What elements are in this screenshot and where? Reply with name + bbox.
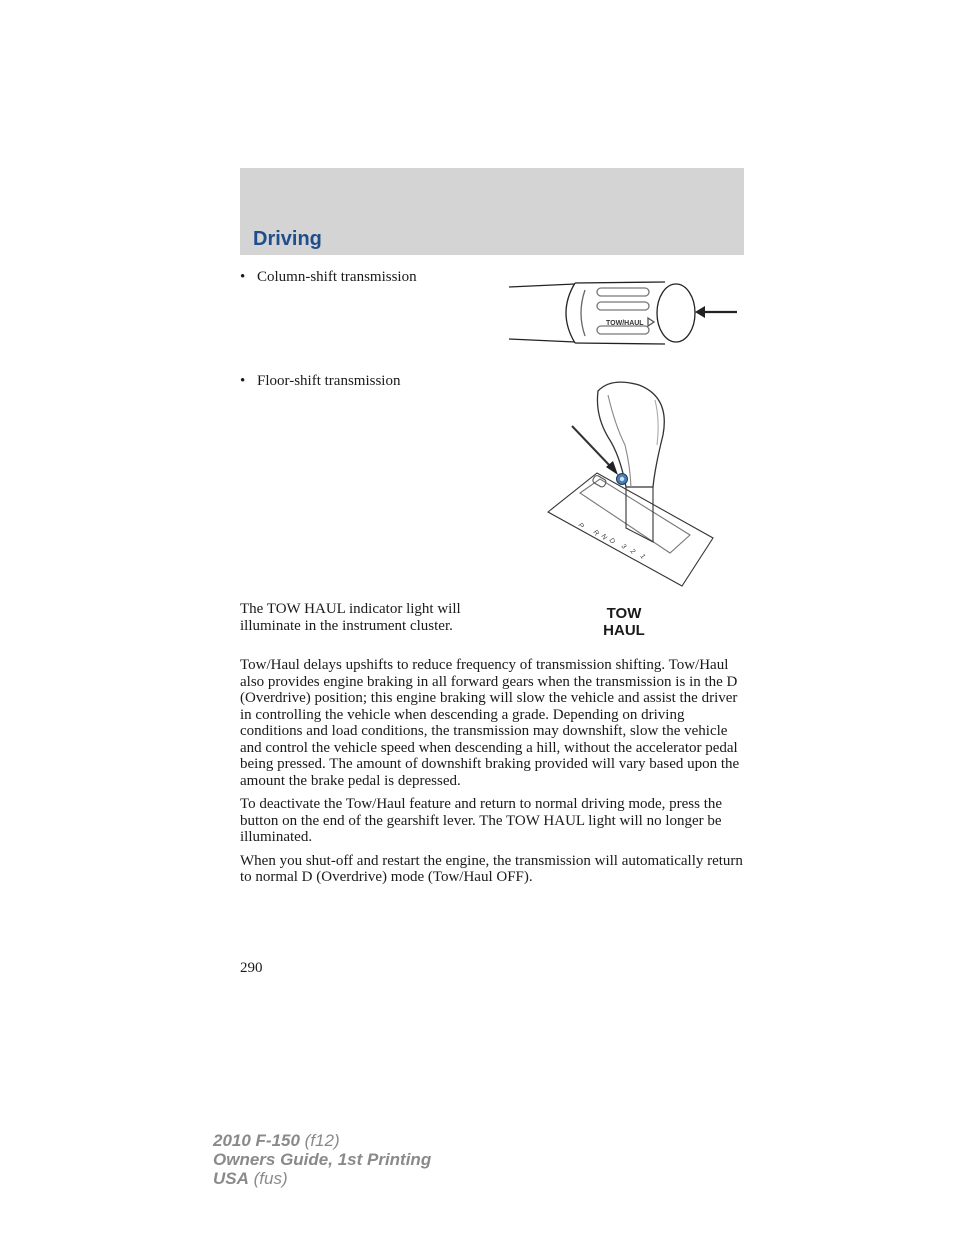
bullet-marker: • [240,269,246,285]
paragraph-tow-haul-function: Tow/Haul delays upshifts to reduce frequency of transmission shifting. Tow/Haul also provides engine braking in all forward gears when the transmission is in the D (Overdrive) position; this engine braking will slow the vehicle and assist the driver in controlling the vehicle when descending a grade. Depending on driving conditions and load conditions, the transmission may downshift, slow the vehicle and control the vehicle speed when descending a hill, without the accelerator pedal being pressed. The amount of downshift braking provided will vary based upon the amount the brake pedal is depressed. [240,657,740,789]
page-number: 290 [240,960,263,976]
tow-haul-symbol-line1: TOW [606,605,642,622]
footer-line-model [213,1131,431,1150]
footer-line-market [213,1169,431,1188]
footer-market: USA [213,1169,249,1188]
bullet-floor-shift [240,372,400,390]
tow-haul-symbol-line2: HAUL [603,622,645,639]
bullet-column-shift [240,268,417,286]
footer-market-code: (fus) [248,1169,288,1188]
footer-model: 2010 F-150 [213,1131,300,1150]
bullet-marker: • [240,373,246,389]
footer-line-guide [213,1150,431,1169]
section-title: Driving [253,228,322,250]
indicator-description: The TOW HAUL indicator light will illuminate in the instrument cluster. [240,601,461,634]
footer-publication-info [213,1131,431,1188]
bullet-text: Floor-shift transmission [257,373,401,389]
gear-letter-2: 2 [628,548,637,556]
footer-guide: Owners Guide, 1st Printing [213,1150,432,1169]
gear-letter-3: 3 [619,543,628,551]
paragraph-restart: When you shut-off and restart the engine, the transmission will automatically return to normal D (Overdrive) mode (Tow/Haul OFF). [240,852,743,885]
floor-shift-illustration [545,375,720,590]
footer-model-code: (f12) [299,1131,340,1150]
tow-haul-indicator-symbol [598,605,650,639]
gear-letter-d: D [607,537,616,546]
gear-letter-r: R [591,529,600,538]
gear-letter-1: 1 [638,553,647,561]
paragraph-deactivate: To deactivate the Tow/Haul feature and return to normal driving mode, press the button on the end of the gearshift lever. The TOW HAUL light will no longer be illuminated. [240,796,723,845]
body-text [240,657,745,893]
gear-letter-n: N [599,533,608,542]
bullet-text: Column-shift transmission [257,269,417,285]
gear-letter-p: P [576,522,585,530]
section-header-band [240,168,744,255]
tow-haul-button-label: TOW/HAUL [606,320,644,327]
column-shift-illustration [505,278,745,348]
